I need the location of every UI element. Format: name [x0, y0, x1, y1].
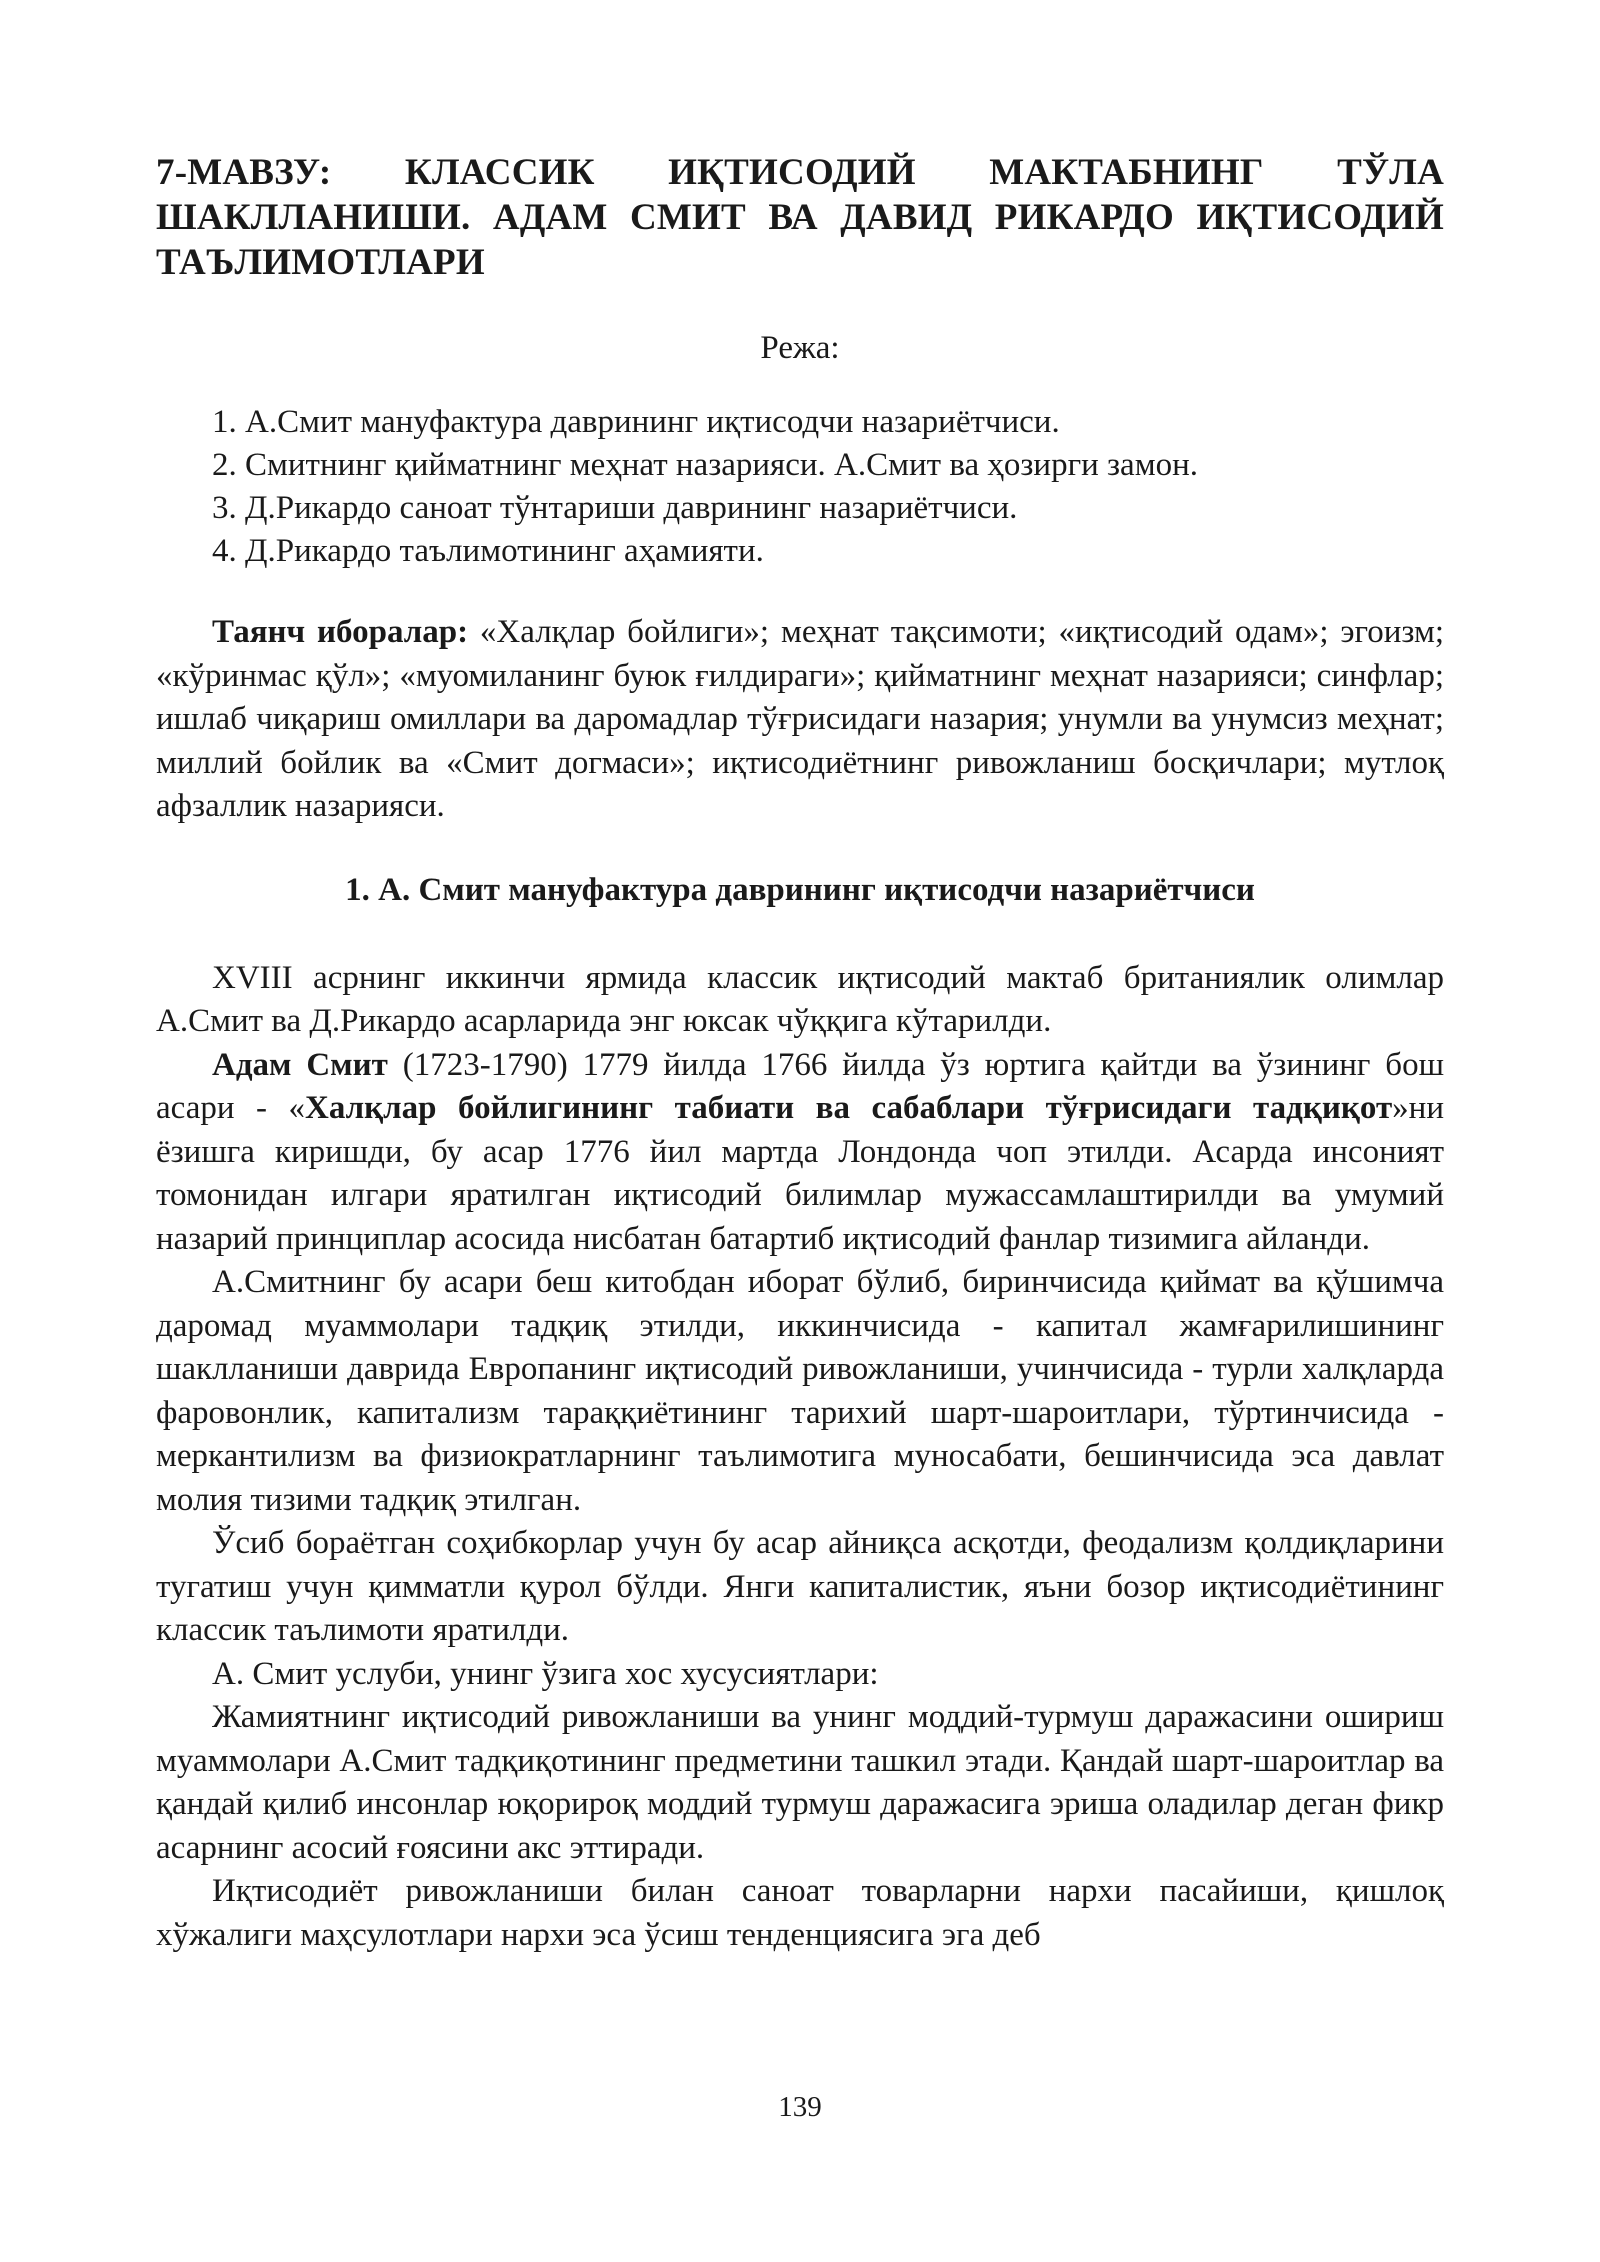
paragraph: А. Смит услуби, унинг ўзига хос хусусиятлари:	[212, 1655, 879, 1692]
book-title: Халқлар бойлигининг табиати ва сабаблари тўғрисидаги тадқиқот	[305, 1090, 1393, 1126]
paragraph: Ўсиб бораётган соҳибкорлар учун бу асар айниқса асқотди, феодализм қолдиқларини тугатиш учун қимматли қурол бўлди. Янги капиталистик, яъни бозор иқтисодиётининг классик таълимоти яратилди.	[156, 1525, 1444, 1648]
paragraph	[156, 1044, 1444, 1262]
keywords-text: «Халқлар бойлиги»; меҳнат тақсимоти; «иқтисодий одам»; эгоизм; «кўринмас қўл»; «муомиланинг буюк ғилдираги»; қийматнинг меҳнат назарияси; синфлар; ишлаб чиқариш омиллари ва даромадлар тўғрисидаги назария; унумли ва унумсиз меҳнат; миллий бойлик ва «Смит догмаси»; иқтисодиётнинг ривожланиш босқичлари; мутлоқ афзаллик назарияси.	[156, 614, 1445, 824]
keywords-label: Таянч иборалар:	[212, 614, 469, 650]
plan-item: 4. Д.Рикардо таълимотининг аҳамияти.	[212, 533, 764, 569]
page-number: 139	[778, 2091, 822, 2123]
person-name: Адам Смит	[212, 1046, 388, 1083]
section-title: 1. А. Смит мануфактура даврининг иқтисодчи назариётчиси	[345, 871, 1255, 908]
plan-item: 1. А.Смит мануфактура даврининг иқтисодчи назариётчиси.	[212, 404, 1060, 440]
paragraph: Иқтисодиёт ривожланиши билан саноат товарларни нархи пасайиши, қишлоқ хўжалиги маҳсулотлари нархи эса ўсиш тенденциясига эга деб	[156, 1873, 1444, 1953]
plan-list	[156, 401, 1444, 573]
chapter-title: 7-МАВЗУ: КЛАССИК ИҚТИСОДИЙ МАКТАБНИНГ ТЎЛА ШАКЛЛАНИШИ. АДАМ СМИТ ВА ДАВИД РИКАРДО ИҚТИСОДИЙ ТАЪЛИМОТЛАРИ	[156, 152, 1444, 283]
paragraph: Жамиятнинг иқтисодий ривожланиши ва унинг моддий-турмуш даражасини ошириш муаммолари А.Смит тадқиқотининг предметини ташкил этади. Қандай шарт-шароитлар ва қандай қилиб инсонлар юқорироқ моддий турмуш даражасига эриша оладилар деган фикр асарнинг асосий ғоясини акс эттиради.	[156, 1699, 1444, 1866]
keywords-paragraph	[156, 611, 1444, 829]
plan-item: 3. Д.Рикардо саноат тўнтариши даврининг назариётчиси.	[212, 490, 1018, 526]
paragraph: XVIII асрнинг иккинчи ярмида классик иқтисодий мактаб британиялик олимлар А.Смит ва Д.Рикардо асарларида энг юксак чўққига кўтарилди.	[156, 959, 1444, 1039]
plan-item: 2. Смитнинг қийматнинг меҳнат назарияси. А.Смит ва ҳозирги замон.	[212, 447, 1198, 483]
paragraph: А.Смитнинг бу асари беш китобдан иборат бўлиб, биринчисида қиймат ва қўшимча даромад муаммолари тадқиқ этилди, иккинчисида - капитал жамғарилишининг шаклланиши даврида Европанинг иқтисодий ривожланиши, учинчисида - турли халқларда фаровонлик, капитализм тараққиётининг тарихий шарт-шароитлари, тўртинчисида - меркантилизм ва физиократларнинг таълимотига муносабати, бешинчисида эса давлат молия тизими тадқиқ этилган.	[156, 1264, 1444, 1518]
document-page	[156, 150, 1444, 1957]
paragraph-text: »ни ёзишга киришди, бу асар 1776 йил мартда Лондонда чоп этилди. Асарда инсоният томонидан илгари яратилган иқтисодий билимлар мужассамлаштирилди ва умумий назарий принциплар асосида нисбатан батартиб иқтисодий фанлар тизимига айланди.	[156, 1090, 1444, 1257]
plan-heading: Режа:	[760, 330, 840, 366]
paragraph-text: (1723-1790) 1779 йилда 1766 йилда ўз юртига қайтди ва ўзининг бош асари - «	[156, 1046, 1444, 1126]
